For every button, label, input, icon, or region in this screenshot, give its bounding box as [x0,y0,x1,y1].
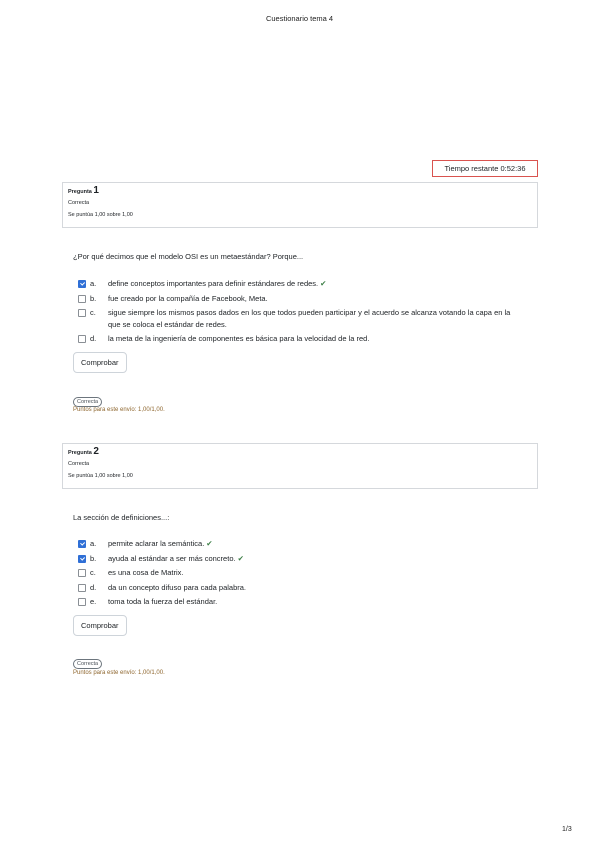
option-letter: b. [90,293,97,303]
option-letter: c. [90,308,96,317]
option-text: fue creado por la compañía de Facebook, Meta. [108,293,268,303]
answer-checkbox[interactable] [78,555,86,563]
answer-checkbox[interactable] [78,584,86,592]
question-label: Pregunta [68,189,92,195]
option-text: sigue siempre los mismos pasos dados en los que todos pueden participar y el acuerdo se alcanza votando la capa en la que se coloca el estándar de redes. [108,308,511,329]
option-text: toma toda la fuerza del estándar. [108,597,218,606]
page-title: Cuestionario tema 4 [265,14,334,23]
option-letter: a. [90,539,97,548]
option-letter: d. [90,582,97,592]
answer-checkbox[interactable] [78,540,86,548]
answer-option[interactable] [78,567,518,579]
answer-option[interactable] [78,538,518,550]
question-number [68,186,532,197]
option-letter: a. [90,279,97,288]
option-text: permite aclarar la semántica. [108,539,205,548]
question-state: Correcta [68,200,90,206]
option-letter: c. [90,568,96,577]
answer-list [78,278,518,348]
option-letter: b. [90,553,97,563]
answer-option[interactable] [78,278,518,290]
page-number: 1/3 [562,826,572,833]
answer-checkbox[interactable] [78,280,86,288]
option-text: la meta de la ingeniería de componentes es básica para la velocidad de la red. [108,334,370,343]
status-badge: Correcta [73,397,102,407]
answer-option[interactable] [78,307,518,330]
time-remaining-timer: Tiempo restante 0:52:36 [432,160,538,177]
option-letter: d. [90,334,97,343]
option-text: es una cosa de Matrix. [108,568,184,577]
question-number-value: 2 [93,446,99,457]
question-label: Pregunta [68,450,92,456]
answer-checkbox[interactable] [78,335,86,343]
check-button[interactable]: Comprobar [73,352,127,373]
option-letter: e. [90,597,97,606]
answer-option[interactable] [78,553,518,565]
points-feedback: Puntos para este envío: 1,00/1,00. [73,670,165,676]
answer-option[interactable] [78,333,518,345]
answer-option[interactable] [78,293,518,305]
question-number-value: 1 [93,185,99,196]
question-text: ¿Por qué decimos que el modelo OSI es un metaestándar? Porque... [73,252,304,261]
status-badge: Correcta [73,659,102,669]
check-mark-icon: ✔ [206,539,213,548]
question-info-box [62,182,538,228]
option-text: ayuda al estándar a ser más concreto. [108,553,236,563]
question-number [68,447,532,458]
points-feedback: Puntos para este envío: 1,00/1,00. [73,407,165,413]
option-text: define conceptos importantes para definir estándares de redes. [108,279,319,288]
check-button[interactable]: Comprobar [73,615,127,636]
answer-list [78,538,518,611]
question-text: La sección de definiciones...: [73,513,170,522]
check-mark-icon: ✔ [320,279,327,288]
question-grade: Se puntúa 1,00 sobre 1,00 [68,212,133,218]
answer-option[interactable] [78,582,518,594]
answer-option[interactable] [78,596,518,608]
question-state: Correcta [68,461,90,467]
question-grade: Se puntúa 1,00 sobre 1,00 [68,473,133,479]
answer-checkbox[interactable] [78,309,86,317]
option-text: da un concepto difuso para cada palabra. [108,582,247,592]
answer-checkbox[interactable] [78,598,86,606]
answer-checkbox[interactable] [78,569,86,577]
check-mark-icon: ✔ [237,553,244,563]
question-info-box [62,443,538,489]
answer-checkbox[interactable] [78,295,86,303]
